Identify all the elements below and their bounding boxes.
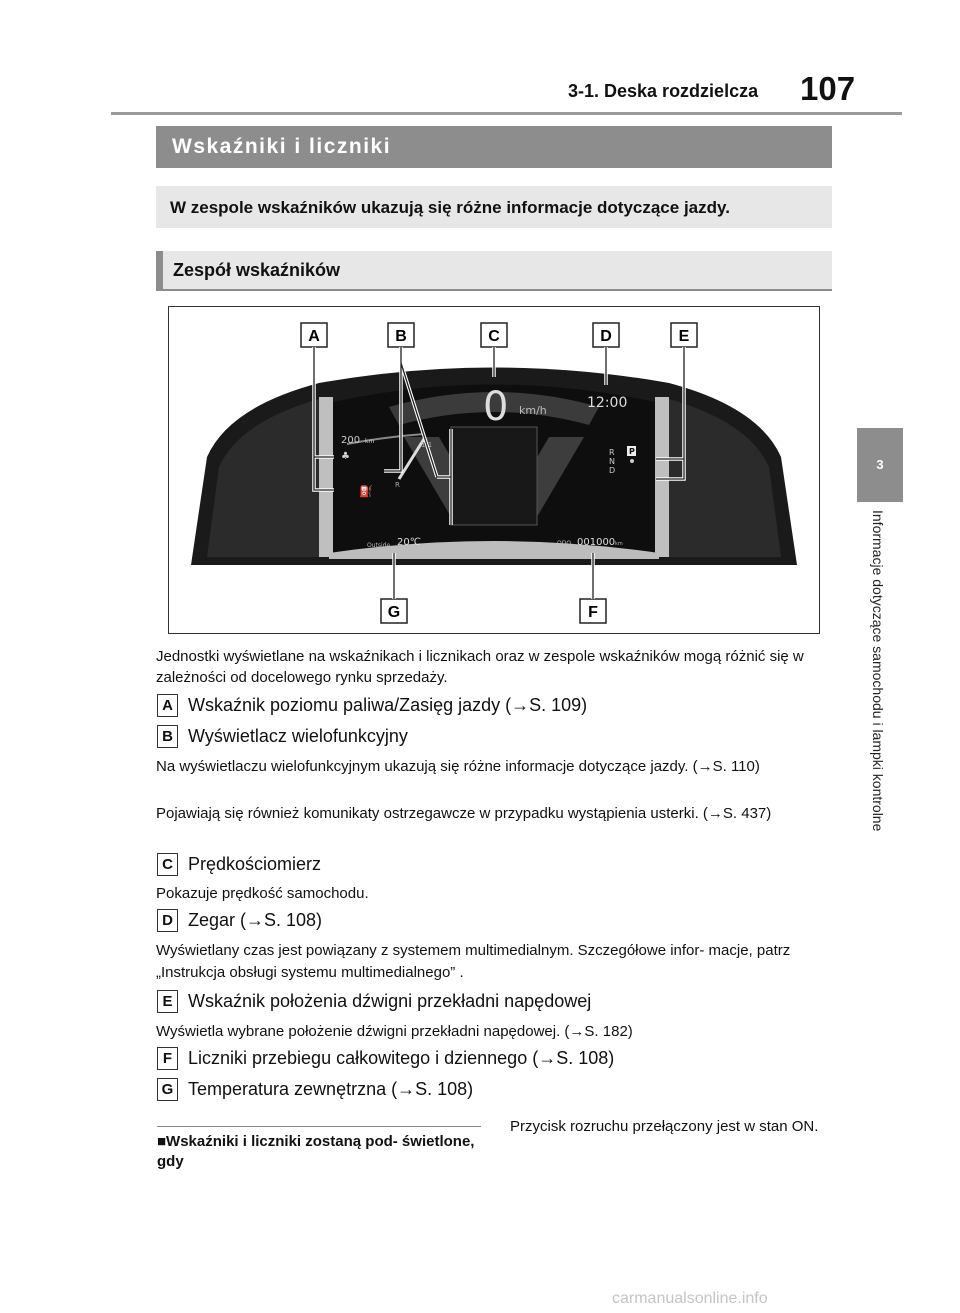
lighting-condition-heading: ■Wskaźniki i liczniki zostaną pod- świetlone, gdy xyxy=(157,1133,475,1170)
bottom-rule xyxy=(157,1126,481,1127)
odo-value: 001000 xyxy=(577,537,616,548)
item-e-desc: Wyświetla wybrane położenie dźwigni przekładni napędowej. (→S. 182) xyxy=(156,1023,633,1040)
odo-unit: km xyxy=(615,541,623,547)
item-c-desc: Pokazuje prędkość samochodu. xyxy=(156,885,369,902)
item-a xyxy=(157,694,587,717)
outside-temp: 20℃ xyxy=(397,537,421,548)
subtitle-bar xyxy=(156,251,832,291)
badge-e: E xyxy=(157,990,178,1013)
units-note: Jednostki wyświetlane na wskaźnikach i licznikach oraz w zespole wskaźników mogą różnić się w zależności od docelowego rynku sprzedaży. xyxy=(156,648,804,686)
item-b xyxy=(157,725,408,748)
item-c xyxy=(157,853,321,876)
item-f-text: Liczniki przebiegu całkowitego i dziennego (→S. 108) xyxy=(188,1048,615,1068)
item-d xyxy=(157,909,322,932)
title-bar xyxy=(156,126,832,168)
chapter-side-text: Informacje dotyczące samochodu i lampki kontrolne xyxy=(870,510,886,832)
item-f xyxy=(157,1047,614,1070)
speed-value: 0 xyxy=(483,384,509,430)
gauge-full-mark: 1/1 xyxy=(421,441,433,449)
gear-r: R xyxy=(609,448,615,457)
svg-text:G: G xyxy=(387,604,401,621)
eco-icon: ♣ xyxy=(341,451,350,462)
page-title: Wskaźniki i liczniki xyxy=(172,135,392,158)
gear-p: P xyxy=(629,447,635,456)
speed-unit: km/h xyxy=(519,404,547,417)
label-box-e xyxy=(671,323,697,347)
item-g xyxy=(157,1078,473,1101)
item-c-text: Prędkościomierz xyxy=(188,854,322,874)
item-b-desc-1: Na wyświetlaczu wielofunkcyjnym ukazują się różne informacje dotyczące jazdy. (→S. 110) xyxy=(156,758,760,775)
svg-text:D: D xyxy=(600,328,612,345)
cluster-right-pillar xyxy=(655,397,669,557)
multifunction-display xyxy=(451,427,537,525)
range-value: 200 xyxy=(341,435,361,446)
svg-text:B: B xyxy=(395,328,407,345)
item-g-text: Temperatura zewnętrzna (→S. 108) xyxy=(188,1079,474,1099)
chapter-tab: 3 xyxy=(857,428,903,502)
cluster-left-wing xyxy=(207,399,319,557)
section-header: 3-1. Deska rozdzielcza xyxy=(568,81,759,101)
gear-d: D xyxy=(609,466,616,475)
odo-label: ODO xyxy=(557,540,572,547)
badge-b: B xyxy=(157,725,178,748)
intro-bar xyxy=(156,186,832,228)
header-rule xyxy=(111,112,902,115)
label-box-b xyxy=(388,323,414,347)
chapter-side-label xyxy=(870,510,896,940)
label-box-f xyxy=(580,599,606,623)
svg-text:C: C xyxy=(488,328,500,345)
item-b-text: Wyświetlacz wielofunkcyjny xyxy=(188,726,408,746)
cluster-left-pillar xyxy=(319,397,333,557)
label-box-g xyxy=(381,599,407,623)
lighting-condition-text: Przycisk rozruchu przełączony jest w stan ON. xyxy=(510,1118,819,1135)
badge-c: C xyxy=(157,853,178,876)
cluster-illustration xyxy=(169,307,819,633)
outside-label: Outside xyxy=(367,542,391,549)
gauge-empty-mark: R xyxy=(395,481,400,489)
watermark: carmanualsonline.info xyxy=(612,1290,768,1307)
range-unit: km xyxy=(365,438,375,445)
intro-text: W zespole wskaźników ukazują się różne informacje dotyczące jazdy. xyxy=(170,198,730,217)
page-number: 107 xyxy=(800,70,856,107)
cluster-right-wing xyxy=(669,399,781,557)
label-box-c xyxy=(481,323,507,347)
instrument-cluster-figure xyxy=(168,306,820,634)
badge-a: A xyxy=(157,694,178,717)
badge-d: D xyxy=(157,909,178,932)
item-e xyxy=(157,990,591,1013)
fuel-icon: ⛽ xyxy=(359,485,373,498)
item-e-text: Wskaźnik położenia dźwigni przekładni napędowej xyxy=(188,991,592,1011)
badge-f: F xyxy=(157,1047,178,1070)
badge-g: G xyxy=(157,1078,178,1101)
item-b-desc-2: Pojawiają się również komunikaty ostrzegawcze w przypadku wystąpienia usterki. (→S. 437) xyxy=(156,805,772,822)
svg-text:E: E xyxy=(678,328,690,345)
item-d-desc: Wyświetlany czas jest powiązany z systemem multimedialnym. Szczegółowe infor- macje, patrz „Instrukcja obsługi systemu multimedialnego” . xyxy=(156,942,791,981)
label-box-a xyxy=(301,323,327,347)
gear-dot xyxy=(630,459,634,463)
subtitle: Zespół wskaźników xyxy=(173,260,341,280)
gear-n: N xyxy=(609,457,615,466)
svg-text:F: F xyxy=(588,604,598,621)
item-d-text: Zegar (→S. 108) xyxy=(188,910,323,930)
label-box-d xyxy=(593,323,619,347)
svg-text:A: A xyxy=(308,328,320,345)
item-a-text: Wskaźnik poziomu paliwa/Zasięg jazdy (→S. 109) xyxy=(188,695,588,715)
clock-value: 12:00 xyxy=(587,395,628,411)
